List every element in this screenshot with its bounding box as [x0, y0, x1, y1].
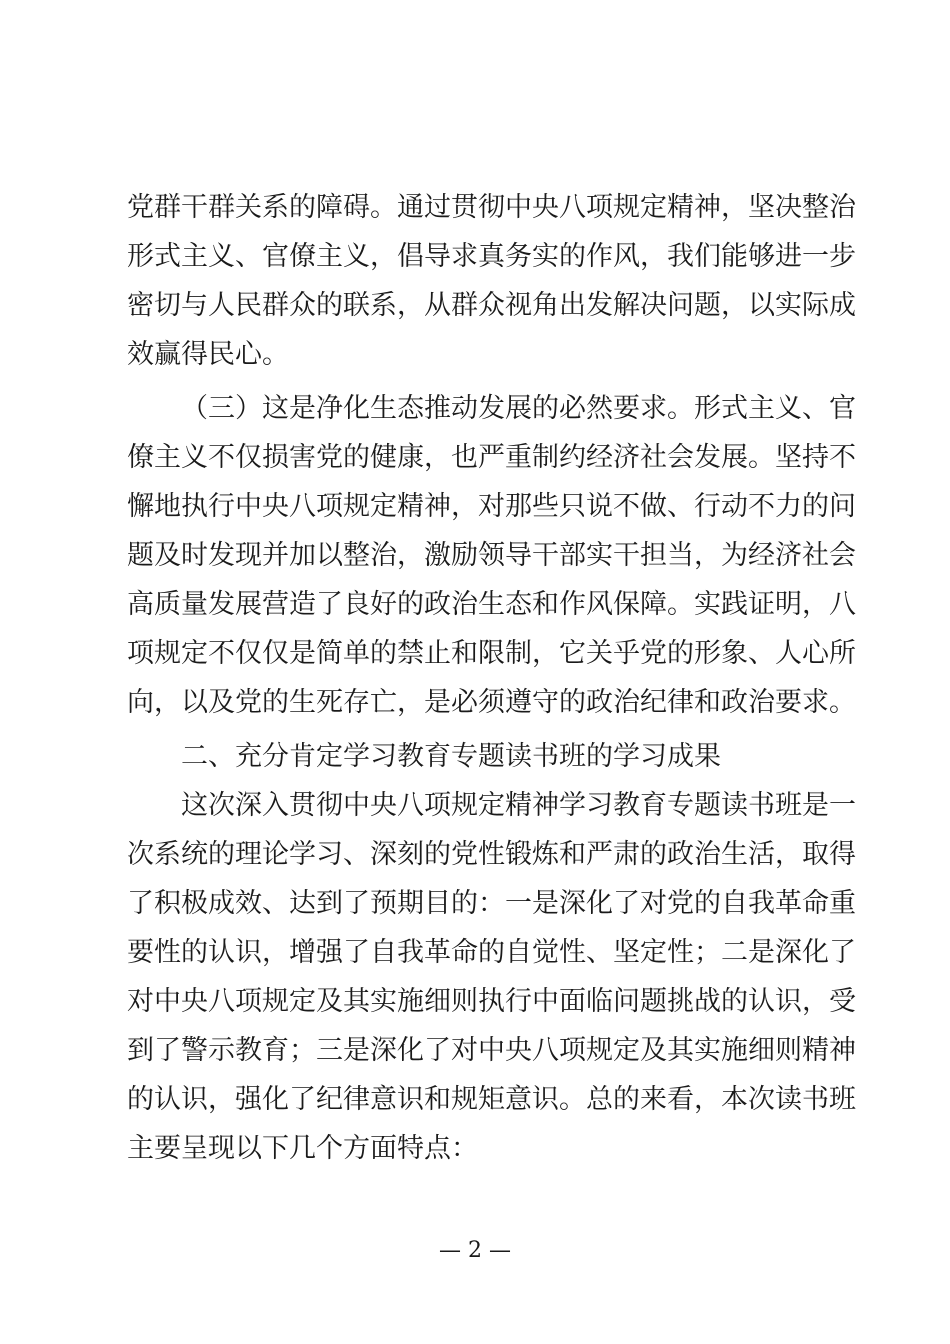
text-line: 次系统的理论学习、深刻的党性锻炼和严肃的政治生活，取得 [127, 839, 856, 870]
text-line: 向，以及党的生死存亡，是必须遵守的政治纪律和政治要求。 [127, 687, 856, 718]
text-line: 这次深入贯彻中央八项规定精神学习教育专题读书班是一 [181, 790, 856, 821]
text-line: 密切与人民群众的联系，从群众视角出发解决问题，以实际成 [127, 290, 856, 321]
text-line: 对中央八项规定及其实施细则执行中面临问题挑战的认识，受 [127, 986, 856, 1017]
text-line: 懈地执行中央八项规定精神，对那些只说不做、行动不力的问 [127, 491, 856, 522]
text-line: 形式主义、官僚主义，倡导求真务实的作风，我们能够进一步 [127, 241, 856, 272]
text-line: 效赢得民心。 [127, 339, 289, 370]
text-line: 了积极成效、达到了预期目的：一是深化了对党的自我革命重 [127, 888, 856, 919]
text-line: 党群干群关系的障碍。通过贯彻中央八项规定精神，坚决整治 [127, 192, 856, 223]
text-line: 的认识，强化了纪律意识和规矩意识。总的来看，本次读书班 [127, 1084, 856, 1115]
text-line: 主要呈现以下几个方面特点： [127, 1133, 478, 1164]
text-line: 僚主义不仅损害党的健康，也严重制约经济社会发展。坚持不 [127, 442, 856, 473]
text-line: 要性的认识，增强了自我革命的自觉性、坚定性；二是深化了 [127, 937, 856, 968]
text-line: 项规定不仅仅是简单的禁止和限制，它关乎党的形象、人心所 [127, 638, 856, 669]
section-heading: 二、充分肯定学习教育专题读书班的学习成果 [181, 741, 721, 772]
text-line: 高质量发展营造了良好的政治生态和作风保障。实践证明，八 [127, 589, 856, 620]
page-number: — 2 — [439, 1238, 511, 1263]
text-line: 到了警示教育；三是深化了对中央八项规定及其实施细则精神 [127, 1035, 856, 1066]
text-line: 题及时发现并加以整治，激励领导干部实干担当，为经济社会 [127, 540, 856, 571]
text-line: （三）这是净化生态推动发展的必然要求。形式主义、官 [181, 393, 856, 424]
